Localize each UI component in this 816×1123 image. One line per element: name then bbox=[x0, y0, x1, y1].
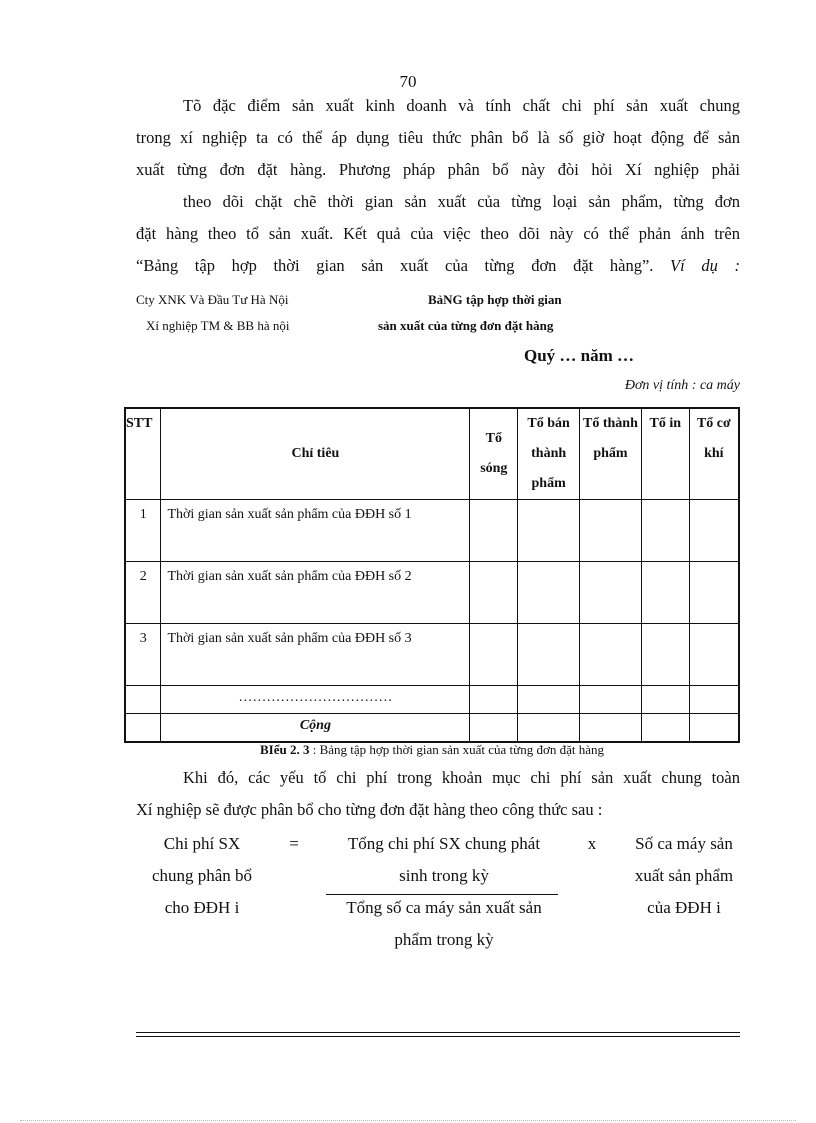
header-team: Tổ bán thành phẩm bbox=[518, 408, 580, 500]
cell bbox=[125, 714, 161, 742]
formula-equals: = bbox=[289, 834, 299, 853]
table-title-line1: BảNG tập hợp thời gian bbox=[428, 292, 562, 307]
table-total-row bbox=[125, 714, 739, 742]
formula-rhs-line: xuất sản phẩm bbox=[634, 866, 734, 885]
cell bbox=[641, 714, 689, 742]
after-paragraph bbox=[136, 762, 740, 826]
table-row-ellipsis bbox=[125, 686, 739, 714]
cell bbox=[689, 624, 739, 686]
after-line: Khi đó, các yếu tố chi phí trong khoản mục chi phí sản xuất chung toàn bbox=[183, 768, 740, 787]
cell bbox=[689, 714, 739, 742]
intro-line: xuất từng đơn đặt hàng. Phương pháp phân bổ này đòi hỏi Xí nghiệp phải bbox=[136, 160, 740, 179]
cell bbox=[470, 500, 518, 562]
header-stt: STT bbox=[125, 408, 161, 500]
page-bottom-dotted-line bbox=[20, 1120, 796, 1121]
example-label: Ví dụ : bbox=[670, 256, 740, 275]
formula-lhs-line: chung phân bổ bbox=[151, 866, 253, 885]
intro-line: “Bảng tập hợp thời gian sản xuất của từng đơn đặt hàng”. bbox=[136, 256, 654, 275]
numerator-line: Tổng chi phí SX chung phát bbox=[347, 834, 541, 853]
row-stt: 1 bbox=[125, 500, 161, 562]
cell bbox=[641, 686, 689, 714]
cell bbox=[125, 686, 161, 714]
intro-paragraph bbox=[136, 90, 740, 282]
intro-line: đặt hàng theo tổ sản xuất. Kết quả của việc theo dõi này có thể phản ánh trên bbox=[136, 224, 740, 243]
cell bbox=[470, 714, 518, 742]
cell bbox=[470, 562, 518, 624]
caption-label: BIểu 2. 3 bbox=[260, 742, 310, 757]
cell bbox=[518, 686, 580, 714]
after-line: Xí nghiệp sẽ được phân bổ cho từng đơn đặt hàng theo công thức sau : bbox=[136, 800, 603, 819]
formula-rhs-line: của ĐĐH i bbox=[647, 898, 721, 917]
caption-text: : Bảng tập hợp thời gian sản xuất của từng đơn đặt hàng bbox=[312, 742, 604, 757]
cell bbox=[641, 624, 689, 686]
intro-line: trong xí nghiệp ta có thể áp dụng tiêu thức phân bổ là số giờ hoạt động để sản bbox=[136, 128, 740, 147]
cell bbox=[518, 714, 580, 742]
formula-lhs bbox=[132, 828, 272, 924]
total-label: Cộng bbox=[161, 714, 470, 742]
formula-rhs bbox=[614, 828, 754, 924]
formula-times: x bbox=[587, 834, 597, 853]
header-criteria: Chỉ tiêu bbox=[161, 408, 470, 500]
table-caption bbox=[124, 742, 740, 758]
numerator-line: sinh trong kỳ bbox=[399, 866, 489, 885]
cell bbox=[518, 562, 580, 624]
enterprise-name: Xí nghiệp TM & BB hà nội bbox=[146, 318, 290, 333]
header-team: Tổ sóng bbox=[470, 408, 518, 500]
intro-line: Tõ đặc điểm sản xuất kinh doanh và tính chất chi phí sản xuất chung bbox=[183, 96, 740, 115]
cell bbox=[641, 500, 689, 562]
unit-label: Đơn vị tính : ca máy bbox=[624, 378, 740, 393]
cell bbox=[580, 624, 642, 686]
formula-denominator bbox=[316, 892, 572, 956]
table-title-line2: sản xuất của từng đơn đặt hàng bbox=[378, 318, 554, 333]
cell bbox=[641, 562, 689, 624]
cell bbox=[470, 624, 518, 686]
page-number: 70 bbox=[399, 72, 417, 91]
formula-lhs-line: Chi phí SX bbox=[163, 834, 241, 853]
row-label: Thời gian sản xuất sản phẩm của ĐĐH số 3 bbox=[161, 624, 470, 686]
quarter-label: Quý … năm … bbox=[524, 346, 635, 365]
table-header-row bbox=[125, 408, 739, 500]
ellipsis-text: …………………………… bbox=[161, 686, 470, 714]
table-row bbox=[125, 624, 739, 686]
company-name: Cty XNK Và Đầu Tư Hà Nội bbox=[136, 292, 289, 307]
cell bbox=[580, 714, 642, 742]
cell bbox=[518, 500, 580, 562]
cell bbox=[580, 686, 642, 714]
formula-lhs-line: cho ĐĐH i bbox=[164, 898, 240, 917]
formula-numerator bbox=[316, 828, 572, 892]
cell bbox=[580, 562, 642, 624]
row-label: Thời gian sản xuất sản phẩm của ĐĐH số 1 bbox=[161, 500, 470, 562]
header-team: Tổ in bbox=[641, 408, 689, 500]
table-row bbox=[125, 562, 739, 624]
intro-line-last bbox=[136, 250, 740, 282]
cell bbox=[689, 562, 739, 624]
formula-rhs-line: Số ca máy sản bbox=[635, 834, 733, 853]
table-row bbox=[125, 500, 739, 562]
cell bbox=[580, 500, 642, 562]
footer-double-rule bbox=[136, 1032, 740, 1037]
row-stt: 3 bbox=[125, 624, 161, 686]
header-team: Tổ thành phẩm bbox=[580, 408, 642, 500]
cell bbox=[689, 686, 739, 714]
intro-line: theo dõi chặt chẽ thời gian sản xuất của từng loại sản phẩm, từng đơn bbox=[183, 192, 740, 211]
row-stt: 2 bbox=[125, 562, 161, 624]
denominator-line: Tổng số ca máy sản xuất sản bbox=[346, 898, 542, 917]
cell bbox=[689, 500, 739, 562]
cell bbox=[518, 624, 580, 686]
header-team: Tổ cơ khí bbox=[689, 408, 739, 500]
production-time-table bbox=[124, 407, 740, 743]
cell bbox=[470, 686, 518, 714]
denominator-line: phẩm trong kỳ bbox=[394, 930, 494, 949]
row-label: Thời gian sản xuất sản phẩm của ĐĐH số 2 bbox=[161, 562, 470, 624]
